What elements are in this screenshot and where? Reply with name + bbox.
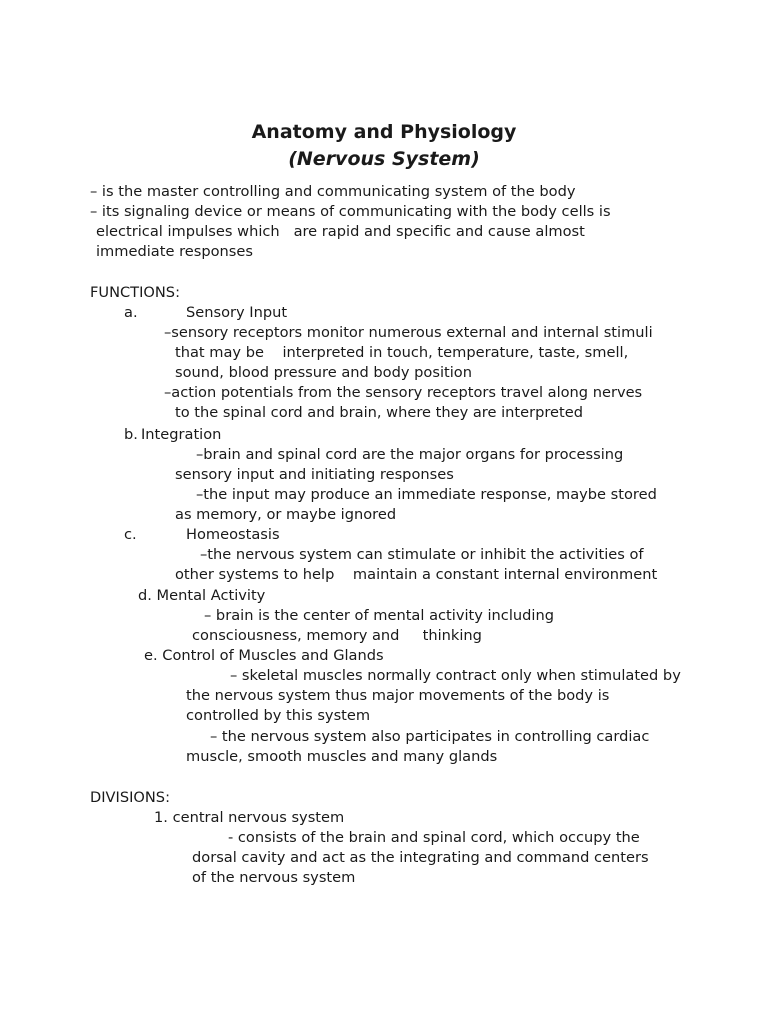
- function-detail: that may be interpreted in touch, temperature, taste, smell,: [175, 344, 629, 361]
- function-label-homeostasis: Homeostasis: [186, 526, 280, 543]
- function-detail: – brain is the center of mental activity including: [204, 607, 554, 624]
- function-detail: –the input may produce an immediate response, maybe stored: [196, 486, 657, 503]
- function-label-sensory: Sensory Input: [186, 304, 288, 321]
- functions-heading: FUNCTIONS:: [90, 284, 180, 301]
- function-detail: –action potentials from the sensory receptors travel along nerves: [164, 384, 643, 401]
- division-detail: dorsal cavity and act as the integrating and command centers: [192, 849, 649, 866]
- function-detail: –the nervous system can stimulate or inhibit the activities of: [200, 546, 644, 563]
- function-detail: as memory, or maybe ignored: [175, 506, 397, 523]
- divisions-heading: DIVISIONS:: [90, 789, 170, 806]
- division-detail: of the nervous system: [192, 869, 356, 886]
- function-detail: sound, blood pressure and body position: [175, 364, 472, 381]
- division-detail: - consists of the brain and spinal cord, which occupy the: [228, 829, 640, 846]
- document-subtitle: (Nervous System): [288, 148, 480, 170]
- function-label-integration: Integration: [141, 426, 222, 443]
- function-detail: sensory input and initiating responses: [175, 466, 454, 483]
- list-marker: b.: [124, 426, 138, 443]
- function-detail: to the spinal cord and brain, where they are interpreted: [175, 404, 583, 421]
- function-label-control: e. Control of Muscles and Glands: [144, 647, 384, 664]
- function-label-mental: d. Mental Activity: [138, 587, 266, 604]
- intro-line: electrical impulses which are rapid and specific and cause almost: [96, 223, 585, 240]
- document-title: Anatomy and Physiology: [251, 121, 517, 143]
- intro-line: – is the master controlling and communicating system of the body: [90, 183, 576, 200]
- function-detail: – skeletal muscles normally contract only when stimulated by: [230, 667, 681, 684]
- function-detail: – the nervous system also participates in controlling cardiac: [210, 728, 650, 745]
- function-detail: the nervous system thus major movements of the body is: [186, 687, 610, 704]
- function-detail: –brain and spinal cord are the major organs for processing: [196, 446, 624, 463]
- intro-line: immediate responses: [96, 243, 253, 260]
- function-detail: other systems to help maintain a constant internal environment: [175, 566, 658, 583]
- list-marker: c.: [124, 526, 137, 543]
- function-detail: controlled by this system: [186, 707, 371, 724]
- division-label-central: 1. central nervous system: [154, 809, 345, 826]
- intro-line: – its signaling device or means of communicating with the body cells is: [90, 203, 611, 220]
- list-marker: a.: [124, 304, 138, 321]
- function-detail: –sensory receptors monitor numerous external and internal stimuli: [164, 324, 653, 341]
- function-detail: muscle, smooth muscles and many glands: [186, 748, 498, 765]
- function-detail: consciousness, memory and thinking: [192, 627, 482, 644]
